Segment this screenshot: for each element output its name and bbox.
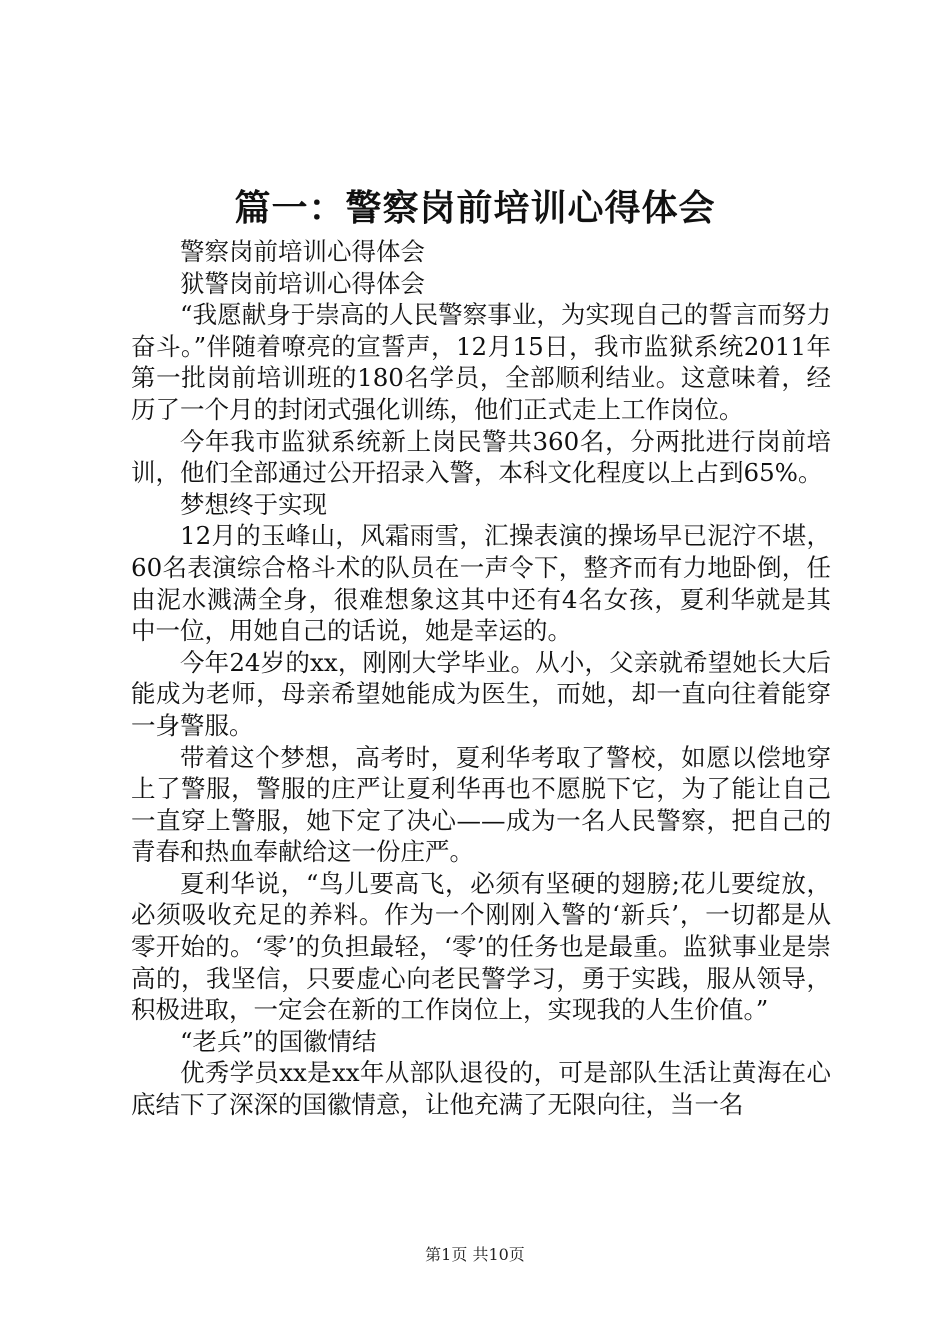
document-body [131,236,831,1121]
body-paragraph: 带着这个梦想，高考时，夏利华考取了警校，如愿以偿地穿上了警服，警服的庄严让夏利华再也不愿脱下它，为了能让自己一直穿上警服，她下定了决心——成为一名人民警察，把自己的青春和热血奉献给这一份庄严。 [131,742,831,867]
subtitle-line: 狱警岗前培训心得体会 [180,268,425,298]
body-paragraph: 夏利华说，“鸟儿要高飞，必须有坚硬的翅膀;花儿要绽放，必须吸收充足的养料。作为一个刚刚入警的‘新兵’，一切都是从零开始的。‘零’的负担最轻，‘零’的任务也是最重。监狱事业是崇高的，我坚信，只要虚心向老民警学习，勇于实践，服从领导，积极进取，一定会在新的工作岗位上，实现我的人生价值。” [131,868,831,1025]
body-paragraph: 今年我市监狱系统新上岗民警共360名，分两批进行岗前培训，他们全部通过公开招录入警，本科文化程度以上占到65%。 [131,426,831,488]
body-paragraph: 12月的玉峰山，风霜雨雪，汇操表演的操场早已泥泞不堪，60名表演综合格斗术的队员在一声令下，整齐而有力地卧倒，任由泥水溅满全身，很难想象这其中还有4名女孩，夏利华就是其中一位，用她自己的话说，她是幸运的。 [131,521,831,646]
page-number-footer: 第1页 共10页 [425,1245,525,1264]
subtitle-line: 警察岗前培训心得体会 [180,237,425,266]
section-heading: 梦想终于实现 [180,489,327,519]
body-paragraph: 今年24岁的xx，刚刚大学毕业。从小，父亲就希望她长大后能成为老师，母亲希望她能成为医生，而她，却一直向往着能穿一身警服。 [131,647,831,740]
body-paragraph: “我愿献身于崇高的人民警察事业，为实现自己的誓言而努力奋斗。”伴随着嘹亮的宣誓声，12月15日，我市监狱系统2011年第一批岗前培训班的180名学员，全部顺利结业。这意味着，经历了一个月的封闭式强化训练，他们正式走上工作岗位。 [131,300,831,424]
document-title: 篇一：警察岗前培训心得体会 [234,187,716,229]
section-heading: “老兵”的国徽情结 [180,1026,377,1056]
body-paragraph: 优秀学员xx是xx年从部队退役的，可是部队生活让黄海在心底结下了深深的国徽情意，让他充满了无限向往，当一名 [131,1058,831,1120]
